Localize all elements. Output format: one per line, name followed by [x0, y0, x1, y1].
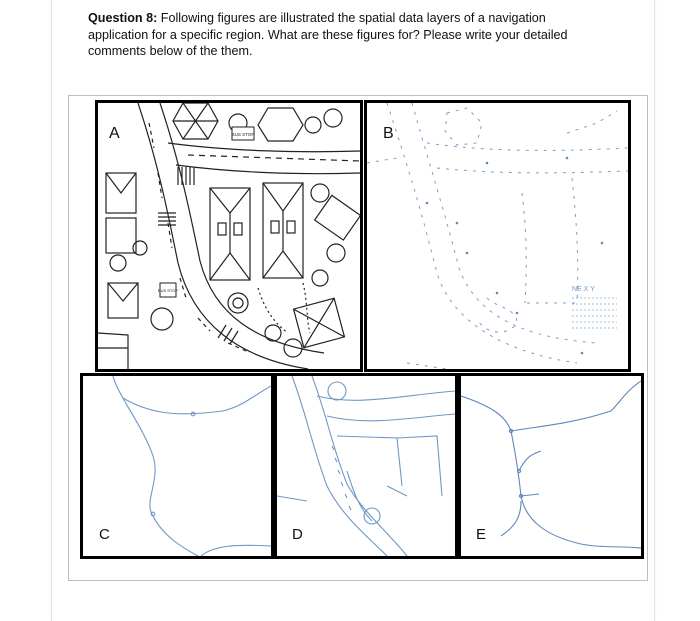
- panel-c-lines: [80, 373, 274, 559]
- panel-e-label: E: [476, 526, 487, 543]
- panel-a-label: A: [109, 125, 120, 142]
- panel-b-drawing: [367, 103, 628, 369]
- panel-d-label: D: [292, 526, 303, 543]
- panel-a-drawing: [98, 103, 360, 369]
- panel-c-drawing: [83, 376, 271, 556]
- legend-header: NE X Y: [572, 286, 595, 293]
- panel-a-map: [95, 100, 363, 372]
- question-body: Following figures are illustrated the spatial data layers of a navigation application for a specific region. What are these figures for? Please write your detailed comments below of the them.: [88, 11, 568, 58]
- question-text: [88, 10, 593, 60]
- panel-b-label: B: [383, 125, 394, 142]
- question-number: Question 8:: [88, 11, 158, 25]
- panel-d-lines: [274, 373, 458, 559]
- bus-stop-sign-a: BUS STOP: [231, 132, 255, 137]
- bus-stop-sign-b: BUS STOP: [157, 288, 179, 293]
- panel-b-points: [364, 100, 631, 372]
- panel-c-label: C: [99, 526, 110, 543]
- panel-e-drawing: [461, 376, 641, 556]
- panel-e-lines: [458, 373, 644, 559]
